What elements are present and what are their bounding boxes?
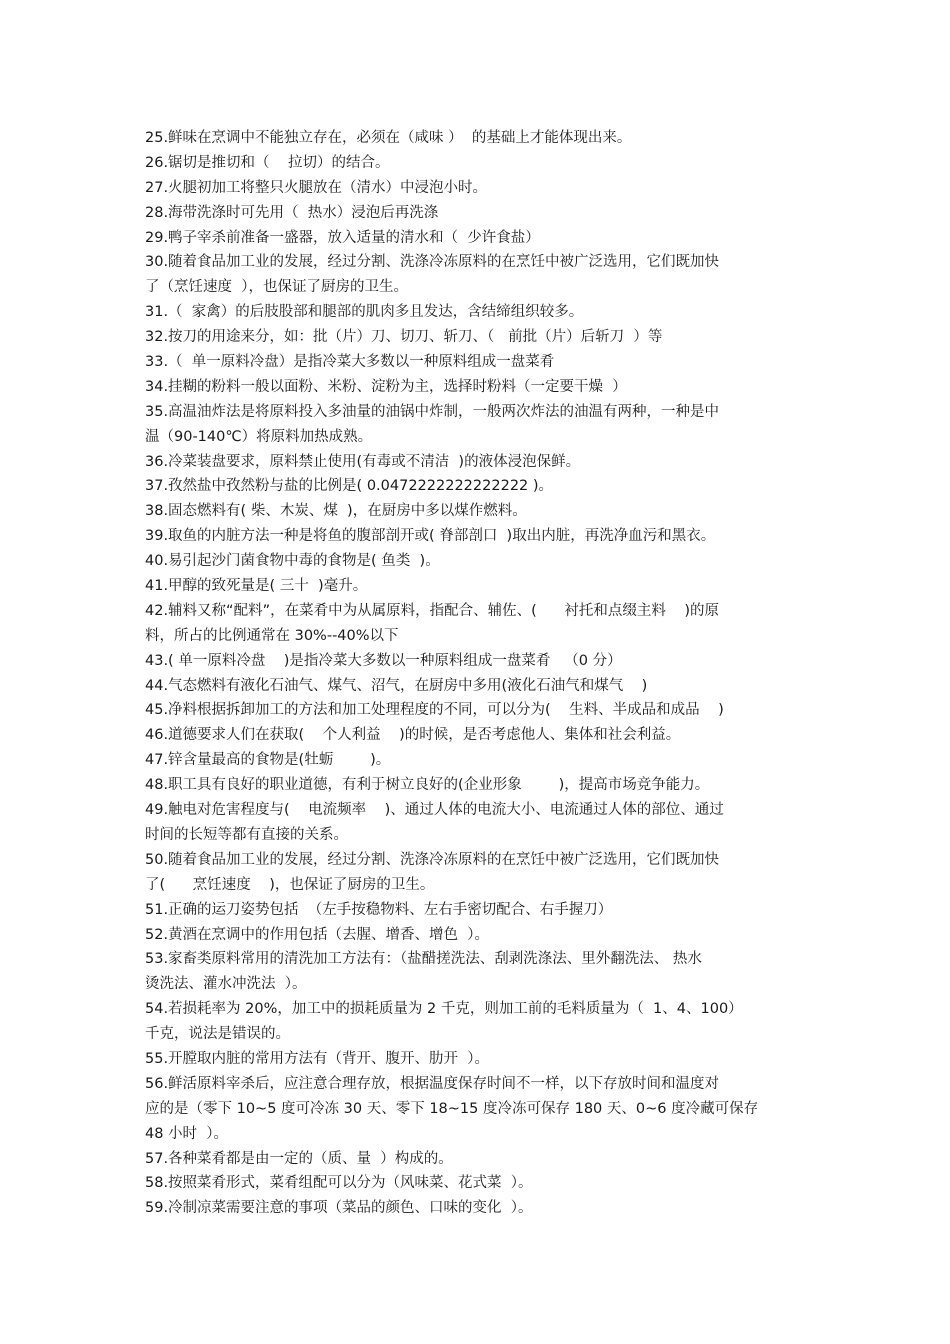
question-35-cont: 温（90-140℃）将原料加热成熟。 [145, 428, 373, 445]
question-41: 41.甲醇的致死量是( 三十 )毫升。 [145, 578, 368, 595]
question-53-cont: 烫洗法、灌水冲洗法 ）。 [145, 976, 307, 993]
question-25: 25.鲜味在烹调中不能独立存在，必须在（咸味 ） 的基础上才能体现出来。 [145, 130, 632, 146]
question-37: 37.孜然盐中孜然粉与盐的比例是( 0.0472222222222222 )。 [145, 478, 554, 495]
question-56-cont-1: 应的是（零下 10~5 度可冷冻 30 天、零下 18~15 度冷冻可保存 180 天、0~6 度冷藏可保存 [145, 1100, 759, 1117]
question-50-cont: 了( 烹饪速度 )，也保证了厨房的卫生。 [145, 876, 435, 893]
question-56: 56.鲜活原料宰杀后，应注意合理存放，根据温度保存时间不一样，以下存放时间和温度对 [145, 1075, 720, 1092]
question-29: 29.鸭子宰杀前准备一盛器，放入适量的清水和（ 少许食盐） [145, 229, 540, 246]
question-44: 44.气态燃料有液化石油气、煤气、沼气，在厨房中多用(液化石油气和煤气 ) [145, 677, 648, 694]
question-36: 36.冷菜装盘要求，原料禁止使用(有毒或不清洁 )的液体浸泡保鲜。 [145, 453, 581, 470]
question-27: 27.火腿初加工将整只火腿放在（清水）中浸泡小时。 [145, 179, 488, 196]
question-45: 45.净料根据拆卸加工的方法和加工处理程度的不同，可以分为( 生料、半成品和成品 ) [145, 702, 724, 719]
question-28: 28.海带洗涤时可先用（ 热水）浸泡后再洗涤 [145, 204, 439, 221]
question-50: 50.随着食品加工业的发展，经过分割、洗涤冷冻原料的在烹饪中被广泛选用，它们既加快 [145, 851, 720, 868]
question-42-cont: 料，所占的比例通常在 30%--40%以下 [145, 627, 399, 644]
document-body [145, 126, 807, 1221]
question-53: 53.家畜类原料常用的清洗加工方法有：（盐醋搓洗法、刮剥洗涤法、里外翻洗法、 热水 [145, 951, 702, 968]
question-57: 57.各种菜肴都是由一定的（质、量 ）构成的。 [145, 1150, 453, 1167]
question-51: 51.正确的运刀姿势包括 （左手按稳物料、左右手密切配合、右手握刀） [145, 901, 613, 918]
question-55: 55.开膛取内脏的常用方法有（背开、腹开、肋开 ）。 [145, 1050, 490, 1067]
question-26: 26.锯切是推切和（ 拉切）的结合。 [145, 154, 390, 171]
question-34: 34.挂糊的粉料一般以面粉、米粉、淀粉为主，选择时粉料（一定要干燥 ） [145, 378, 627, 395]
question-31: 31.（ 家禽）的后肢股部和腿部的肌肉多且发达，含结缔组织较多。 [145, 304, 584, 321]
question-52: 52.黄酒在烹调中的作用包括（去腥、增香、增色 ）。 [145, 926, 490, 943]
question-33: 33.（ 单一原料冷盘）是指冷菜大多数以一种原料组成一盘菜肴 [145, 354, 555, 371]
question-30: 30.随着食品加工业的发展，经过分割、洗涤冷冻原料的在烹饪中被广泛选用，它们既加快 [145, 254, 720, 271]
question-54-cont: 千克，说法是错误的。 [145, 1026, 290, 1043]
question-54: 54.若损耗率为 20%，加工中的损耗质量为 2 千克，则加工前的毛料质量为（ 1、4、100） [145, 1001, 743, 1018]
question-47: 47.锌含量最高的食物是(牡蛎 )。 [145, 752, 391, 769]
question-30-cont: 了（烹饪速度 ），也保证了厨房的卫生。 [145, 279, 408, 296]
question-40: 40.易引起沙门菌食物中毒的食物是( 鱼类 )。 [145, 553, 440, 570]
question-58: 58.按照菜肴形式，菜肴组配可以分为（风味菜、花式菜 ）。 [145, 1175, 533, 1192]
question-48: 48.职工具有良好的职业道德，有利于树立良好的(企业形象 )，提高市场竞争能力。 [145, 777, 710, 794]
question-49: 49.触电对危害程度与( 电流频率 )、通过人体的电流大小、电流通过人体的部位、通过 [145, 802, 724, 819]
question-32: 32.按刀的用途来分，如：批（片）刀、切刀、斩刀、（ 前批（片）后斩刀 ）等 [145, 329, 663, 346]
question-56-cont-2: 48 小时 ）。 [145, 1125, 229, 1142]
question-59: 59.冷制凉菜需要注意的事项（菜品的颜色、口味的变化 ）。 [145, 1200, 533, 1217]
question-49-cont: 时间的长短等都有直接的关系。 [145, 826, 348, 843]
question-43: 43.( 单一原料冷盘 )是指冷菜大多数以一种原料组成一盘菜肴 （0 分） [145, 652, 622, 669]
question-46: 46.道德要求人们在获取( 个人利益 )的时候，是否考虑他人、集体和社会利益。 [145, 727, 681, 744]
question-42: 42.辅料又称“配料”，在菜肴中为从属原料，指配合、辅佐、( 衬托和点缀主料 )的原 [145, 602, 719, 619]
question-39: 39.取鱼的内脏方法一种是将鱼的腹部剖开或( 脊部剖口 )取出内脏，再洗净血污和黑衣。 [145, 528, 716, 545]
question-38: 38.固态燃料有( 柴、木炭、煤 )，在厨房中多以煤作燃料。 [145, 503, 527, 520]
question-35: 35.高温油炸法是将原料投入多油量的油锅中炸制，一般两次炸法的油温有两种，一种是中 [145, 403, 720, 420]
